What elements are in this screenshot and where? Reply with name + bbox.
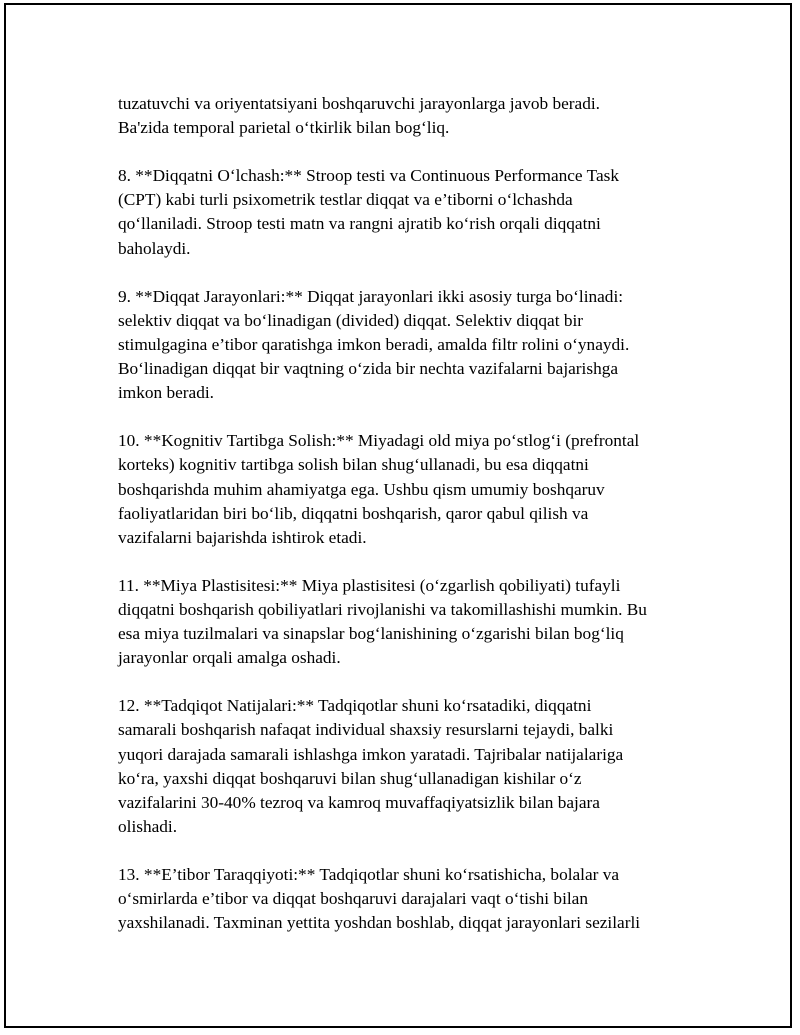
document-body: [118, 92, 698, 935]
paragraph-continuation: tuzatuvchi va oriyentatsiyani boshqaruvchi jarayonlarga javob beradi. Ba'zida temporal parietal o‘tkirlik bilan bog‘liq.: [118, 94, 600, 138]
paragraph-item-10: 10. **Kognitiv Tartibga Solish:** Miyadagi old miya po‘stlog‘i (prefrontal korteks) kognitiv tartibga solish bilan shug‘ullanadi, bu esa diqqatni boshqarishda muhim ahamiyatga ega. Ushbu qism umumiy boshqaruv faoliyatlaridan biri bo‘lib, diqqatni boshqarish, qaror qabul qilish va vazifalarni bajarishda ishtirok etadi.: [118, 431, 640, 547]
paragraph-item-11: 11. **Miya Plastisitesi:** Miya plastisitesi (o‘zgarlish qobiliyati) tufayli diqqatni boshqarish qobiliyatlari rivojlanishi va takomillashishi mumkin. Bu esa miya tuzilmalari va sinapslar bog‘lanishining o‘zgarishi bilan bog‘liq jarayonlar orqali amalga oshadi.: [118, 575, 647, 668]
paragraph-item-9: 9. **Diqqat Jarayonlari:** Diqqat jarayonlari ikki asosiy turga bo‘linadi: selektiv diqqat va bo‘linadigan (divided) diqqat. Selektiv diqqat bir stimulgagina e’tibor qaratishga imkon beradi, amalda filtr rolini o‘ynaydi. Bo‘linadigan diqqat bir vaqtning o‘zida bir nechta vazifalarni bajarishga imkon beradi.: [118, 286, 630, 403]
paragraph-item-12: 12. **Tadqiqot Natijalari:** Tadqiqotlar shuni ko‘rsatadiki, diqqatni samarali boshqarish nafaqat individual shaxsiy resurslarni tejaydi, balki yuqori darajada samarali ishlashga imkon yaratadi. Tajribalar natijalariga ko‘ra, yaxshi diqqat boshqaruvi bilan shug‘ullanadigan kishilar o‘z vazifalarini 30-40% tezroq va kamroq muvaffaqiyatsizlik bilan bajara olishadi.: [118, 696, 624, 836]
paragraph-item-13: 13. **E’tibor Taraqqiyoti:** Tadqiqotlar shuni ko‘rsatishicha, bolalar va o‘smirlarda e’tibor va diqqat boshqaruvi darajalari vaqt o‘tishi bilan yaxshilanadi. Taxminan yettita yoshdan boshlab, diqqat jarayonlari sezilarli: [118, 865, 641, 933]
paragraph-item-8: 8. **Diqqatni O‘lchash:** Stroop testi va Continuous Performance Task (CPT) kabi turli psixometrik testlar diqqat va e’tiborni o‘lchashda qo‘llaniladi. Stroop testi matn va rangni ajratib ko‘rish orqali diqqatni baholaydi.: [118, 166, 619, 258]
